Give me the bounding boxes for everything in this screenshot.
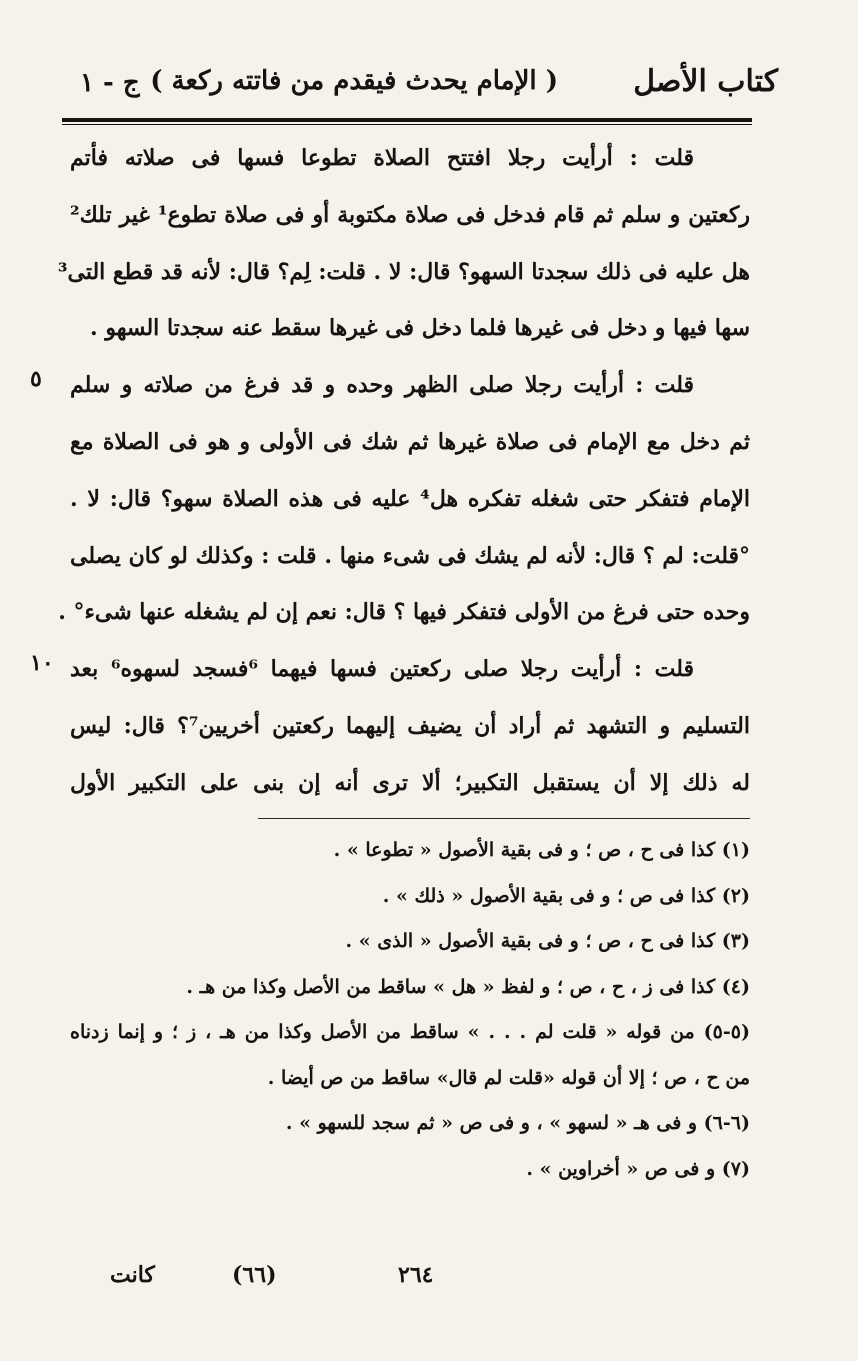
footnote: (٧) و فى ص « أخراوين » .	[526, 1157, 750, 1180]
header-rule	[62, 118, 752, 122]
text-line: °قلت: لم ؟ قال: لأنه لم يشك فى شىء منها . قلت : وكذلك لو كان يصلى	[70, 542, 750, 569]
text-line: قلت : أرأيت رجلا صلى ركعتين فسها فيهما ⁶فسجد لسهوه⁶ بعد	[70, 656, 694, 683]
footnote: من ح ، ص ؛ إلا أن قوله «قلت لم قال» ساقط من ص أيضا .	[267, 1066, 750, 1089]
text-line: ثم دخل مع الإمام فى صلاة غيرها ثم شك فى الأولى و هو فى الصلاة مع	[70, 428, 750, 455]
text-line: له ذلك إلا أن يستقبل التكبير؛ ألا ترى أنه إن بنى على التكبير الأول	[70, 769, 750, 796]
header-rule-thin	[62, 124, 752, 125]
chapter-title: ( الإمام يحدث فيقدم من فاتته ركعة )	[150, 66, 558, 96]
page-footer	[0, 1262, 858, 1302]
text-line: قلت : أرأيت رجلا افتتح الصلاة تطوعا فسها فى صلاته فأتم	[70, 145, 695, 171]
footnote: (١) كذا فى ح ، ص ؛ و فى بقية الأصول « تطوعا » .	[333, 839, 750, 861]
line-number-5: ٥	[30, 366, 42, 392]
footnote: (٥-٥) من قوله « قلت لم . . . » ساقط من الأصل وكذا من هـ ، ز ؛ و إنما زدناه	[70, 1021, 750, 1043]
footnote: (٢) كذا فى ص ؛ و فى بقية الأصول « ذلك » .	[382, 884, 750, 907]
footnote-separator	[258, 818, 750, 819]
text-line: سها فيها و دخل فى غيرها فلما دخل فى غيرها سقط عنه سجدتا السهو .	[90, 315, 750, 342]
running-header	[60, 62, 798, 118]
signature-mark: كانت	[110, 1262, 155, 1288]
line-number-10: ١٠	[30, 650, 54, 676]
footnote: (٣) كذا فى ح ، ص ؛ و فى بقية الأصول « الذى » .	[345, 930, 750, 952]
text-line	[70, 357, 750, 414]
main-text	[30, 130, 750, 812]
volume-label: ج - ١	[80, 68, 140, 98]
gathering-number: (٦٦)	[232, 1262, 277, 1288]
page-number: ٢٦٤	[398, 1262, 434, 1288]
book-title: كتاب الأصل	[633, 64, 778, 99]
text-line: هل عليه فى ذلك سجدتا السهو؟ قال: لا . قلت: لِم؟ قال: لأنه قد قطع التى³	[57, 258, 750, 285]
text-line: وحده حتى فرغ من الأولى فتفكر فيها ؟ قال: نعم إن لم يشغله عنها شىء° .	[58, 599, 750, 626]
footnotes	[70, 828, 750, 1192]
text-line-content: قلت : أرأيت رجلا صلى الظهر وحده و قد فرغ من صلاته و سلم	[70, 372, 694, 399]
footnote: (٦-٦) و فى هـ « لسهو » ، و فى ص « ثم سجد للسهو » .	[285, 1112, 750, 1134]
footnote: (٤) كذا فى ز ، ح ، ص ؛ و لفظ « هل » ساقط من الأصل وكذا من هـ .	[186, 975, 750, 998]
text-line: التسليم و التشهد ثم أراد أن يضيف إليهما ركعتين أخريين⁷؟ قال: ليس	[70, 712, 750, 739]
text-line: الإمام فتفكر حتى شغله تفكره هل⁴ عليه فى هذه الصلاة سهو؟ قال: لا .	[70, 485, 750, 512]
text-line: ركعتين و سلم ثم قام فدخل فى صلاة مكتوبة أو فى صلاة تطوع¹ غير تلك²	[70, 201, 750, 228]
